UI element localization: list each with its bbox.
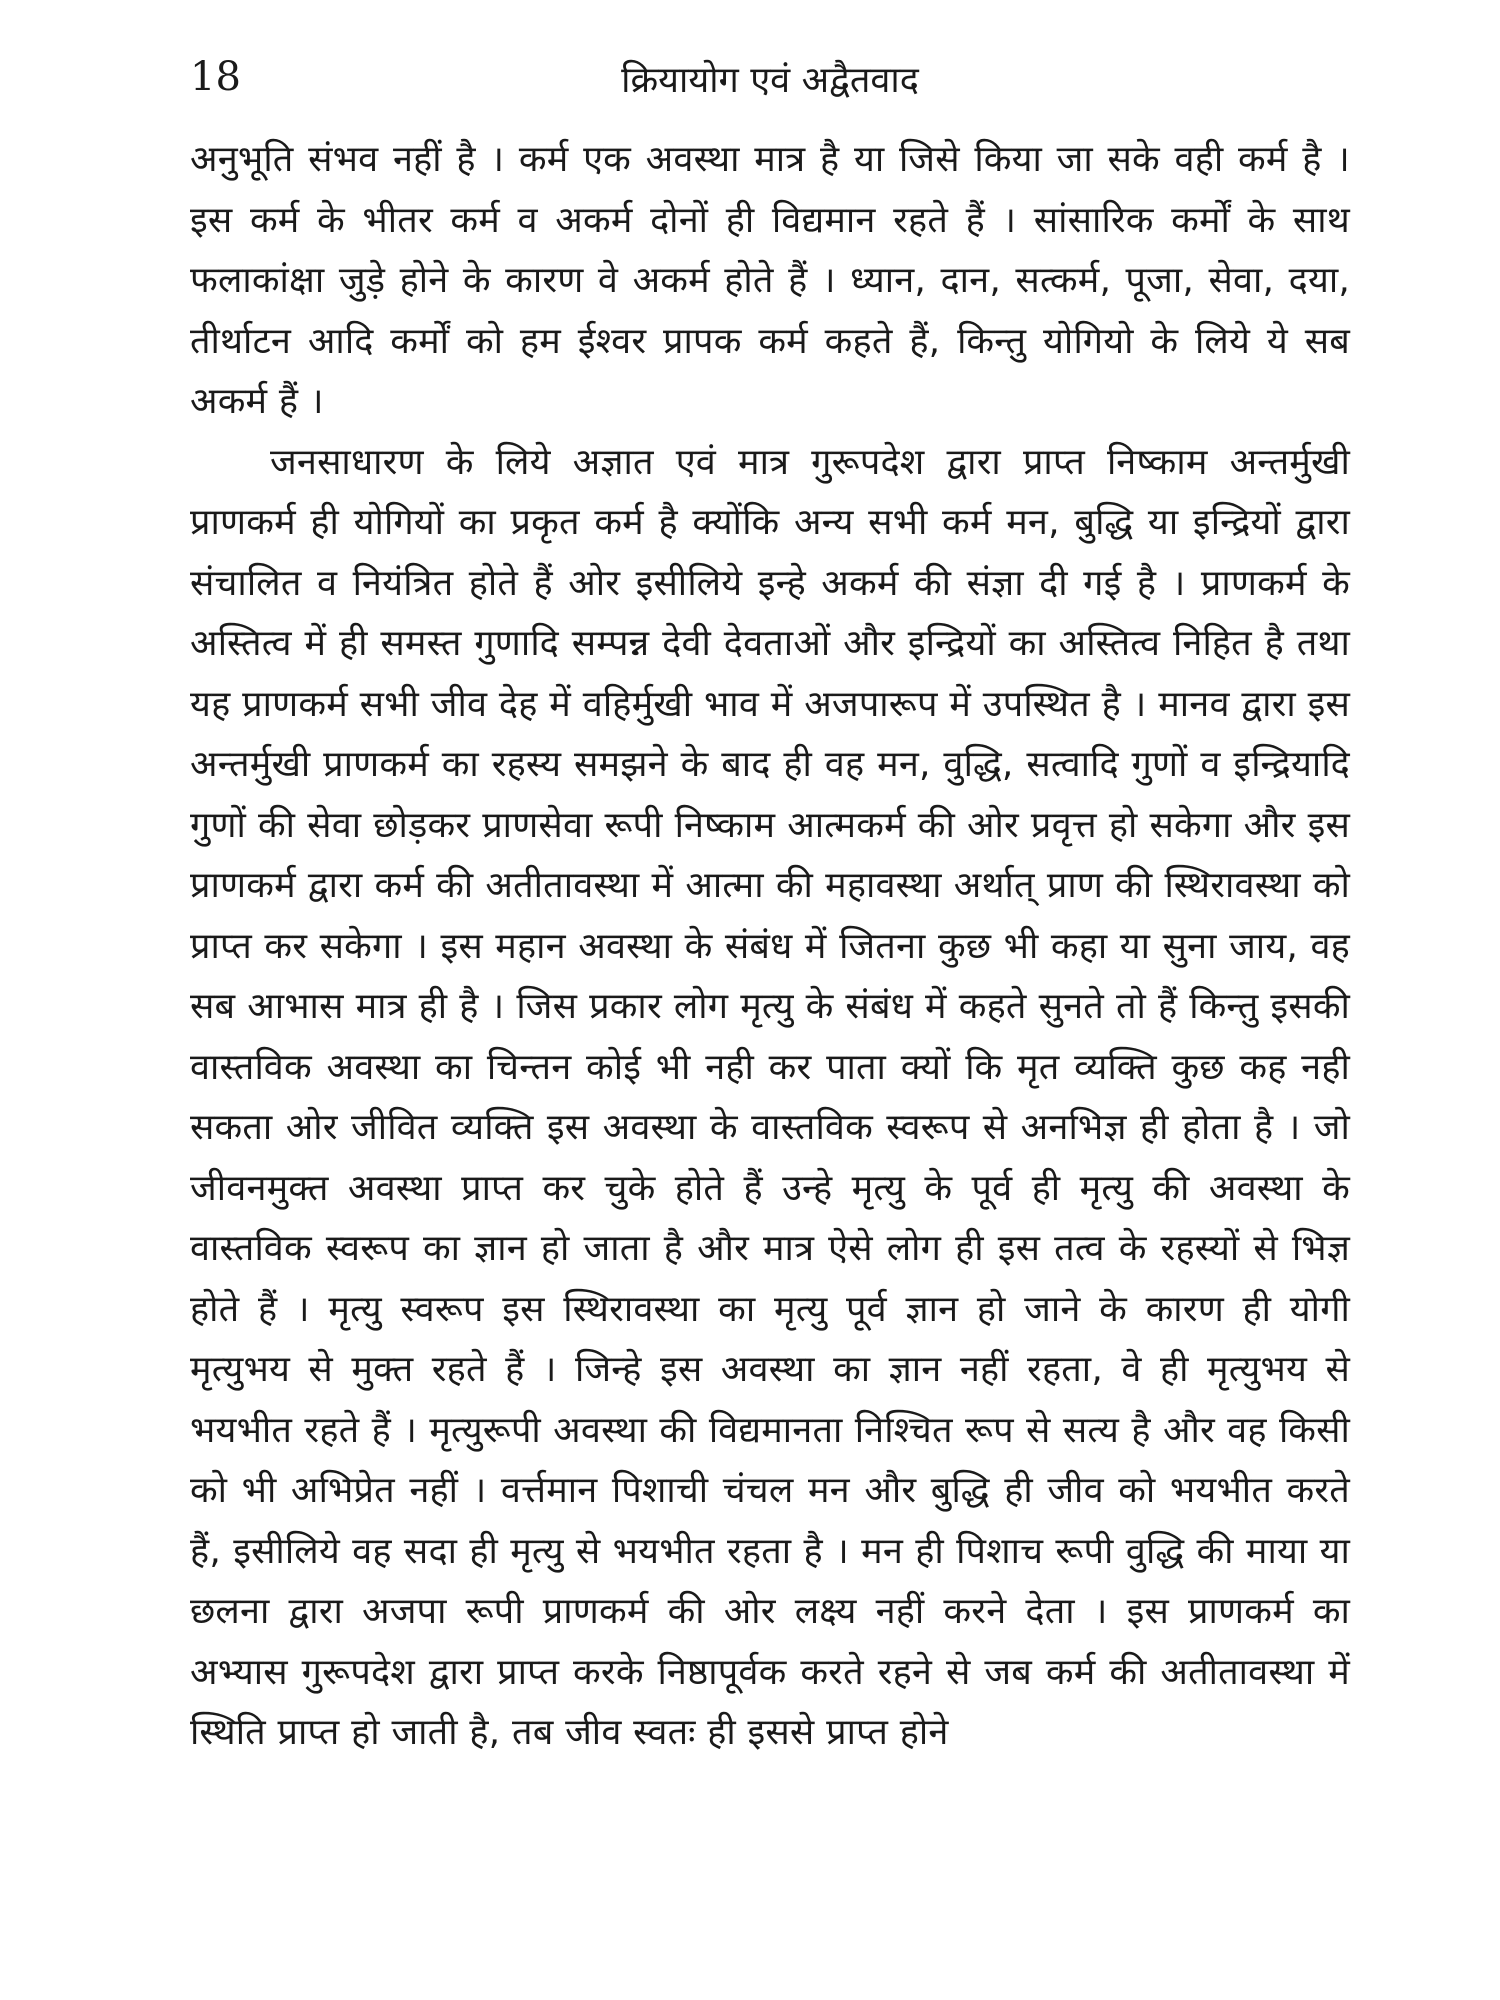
page-number: 18 xyxy=(190,54,241,100)
running-head xyxy=(190,40,1350,120)
paragraph-2: जनसाधारण के लिये अज्ञात एवं मात्र गुरूपदेश द्वारा प्राप्त निष्काम अन्तर्मुखी प्राणकर्म ही योगियों का प्रकृत कर्म है क्योंकि अन्य सभी कर्म मन, बुद्धि या इन्द्रियों द्वारा संचालित व नियंत्रित होते हैं ओर इसीलिये इन्हे अकर्म की संज्ञा दी गई है । प्राणकर्म के अस्तित्व में ही समस्त गुणादि सम्पन्न देवी देवताओं और इन्द्रियों का अस्तित्व निहित है तथा यह प्राणकर्म सभी जीव देह में वहिर्मुखी भाव में अजपारूप में उपस्थित है । मानव द्वारा इस अन्तर्मुखी प्राणकर्म का रहस्य समझने के बाद ही वह मन, वुद्धि, सत्वादि गुणों व इन्द्रियादि गुणों की सेवा छोड़कर प्राणसेवा रूपी निष्काम आत्मकर्म की ओर प्रवृत्त हो सकेगा और इस प्राणकर्म द्वारा कर्म की अतीतावस्था में आत्मा की महावस्था अर्थात् प्राण की स्थिरावस्था को प्राप्त कर सकेगा । इस महान अवस्था के संबंध में जितना कुछ भी कहा या सुना जाय, वह सब आभास मात्र ही है । जिस प्रकार लोग मृत्यु के संबंध में कहते सुनते तो हैं किन्तु इसकी वास्तविक अवस्था का चिन्तन कोई भी नही कर पाता क्यों कि मृत व्यक्ति कुछ कह नही सकता ओर जीवित व्यक्ति इस अवस्था के वास्तविक स्वरूप से अनभिज्ञ ही होता है । जो जीवनमुक्त अवस्था प्राप्त कर चुके होते हैं उन्हे मृत्यु के पूर्व ही मृत्यु की अवस्था के वास्तविक स्वरूप का ज्ञान हो जाता है और मात्र ऐसे लोग ही इस तत्व के रहस्यों से भिज्ञ होते हैं । मृत्यु स्वरूप इस स्थिरावस्था का मृत्यु पूर्व ज्ञान हो जाने के कारण ही योगी मृत्युभय से मुक्त रहते हैं । जिन्हे इस अवस्था का ज्ञान नहीं रहता, वे ही मृत्युभय से भयभीत रहते हैं । मृत्युरूपी अवस्था की विद्यमानता निश्चित रूप से सत्य है और वह किसी को भी अभिप्रेत नहीं । वर्त्तमान पिशाची चंचल मन और बुद्धि ही जीव को भयभीत करते हैं, इसीलिये वह सदा ही मृत्यु से भयभीत रहता है । मन ही पिशाच रूपी वुद्धि की माया या छलना द्वारा अजपा रूपी प्राणकर्म की ओर लक्ष्य नहीं करने देता । इस प्राणकर्म का अभ्यास गुरूपदेश द्वारा प्राप्त करके निष्ठापूर्वक करते रहने से जब कर्म की अतीतावस्था में स्थिति प्राप्त हो जाती है, तब जीव स्वतः ही इससे प्राप्त होने xyxy=(190,441,1350,1753)
body-text xyxy=(190,130,1350,1764)
paragraph-1: अनुभूति संभव नहीं है । कर्म एक अवस्था मात्र है या जिसे किया जा सके वही कर्म है । इस कर्म के भीतर कर्म व अकर्म दोनों ही विद्यमान रहते हैं । सांसारिक कर्मों के साथ फलाकांक्षा जुड़े होने के कारण वे अकर्म होते हैं । ध्यान, दान, सत्कर्म, पूजा, सेवा, दया, तीर्थाटन आदि कर्मों को हम ईश्वर प्रापक कर्म कहते हैं, किन्तु योगियो के लिये ये सब अकर्म हैं । xyxy=(190,139,1350,422)
running-title: क्रियायोग एवं अद्वैतवाद xyxy=(621,60,919,101)
